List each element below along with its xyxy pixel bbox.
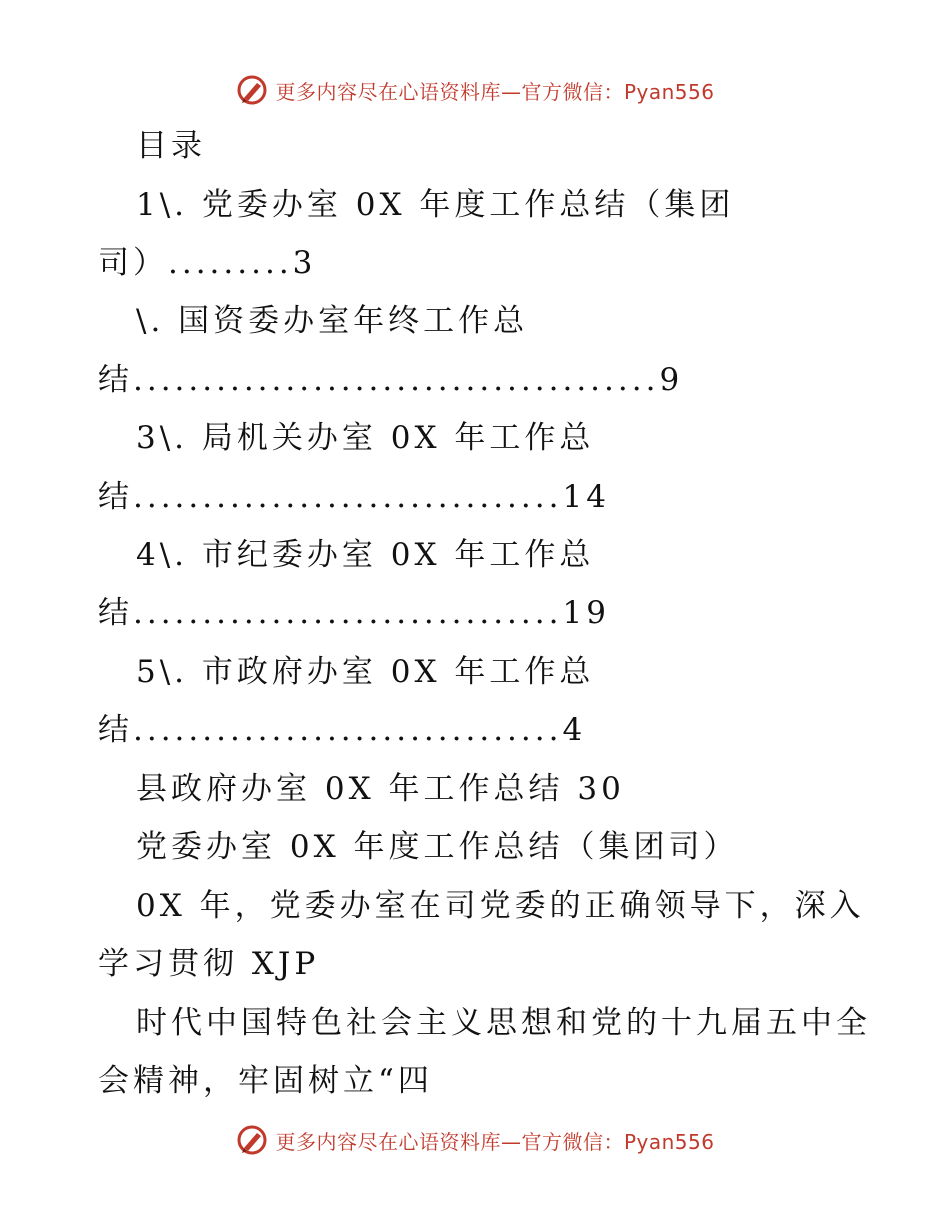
body-paragraph-line: 时代中国特色社会主义思想和党的十九届五中全 — [136, 1005, 871, 1041]
banner-content — [235, 1123, 714, 1157]
toc-entry-3: 3\. 局机关办室 0X 年工作总 — [136, 420, 595, 456]
red-pen-logo-icon — [235, 1123, 269, 1157]
toc-entry-3-cont: 结...............................14 — [98, 479, 610, 515]
footer-banner — [0, 1120, 950, 1160]
section-title: 党委办室 0X 年度工作总结（集团司） — [136, 829, 739, 865]
banner-text: 更多内容尽在心语资料库—官方微信：Pyan556 — [275, 79, 715, 104]
toc-heading: 目录 — [136, 128, 206, 164]
toc-entry-2: \. 国资委办室年终工作总 — [136, 303, 529, 339]
banner-text: 更多内容尽在心语资料库—官方微信：Pyan556 — [275, 1129, 715, 1154]
toc-entry-5: 5\. 市政府办室 0X 年工作总 — [136, 654, 595, 690]
body-paragraph-line: 会精神，牢固树立“四 — [98, 1063, 433, 1099]
toc-entry-4: 4\. 市纪委办室 0X 年工作总 — [136, 537, 595, 573]
body-paragraph-line: 学习贯彻 XJP — [98, 946, 320, 982]
toc-entry-4-cont: 结...............................19 — [98, 595, 610, 631]
toc-entry-2-cont: 结......................................9 — [98, 362, 684, 398]
toc-entry-1-cont: 司）.........3 — [98, 245, 317, 281]
toc-entry-1: 1\. 党委办室 0X 年度工作总结（集团 — [136, 187, 735, 223]
toc-entry-6: 县政府办室 0X 年工作总结 30 — [136, 771, 625, 807]
body-paragraph-line: 0X 年，党委办室在司党委的正确领导下，深入 — [136, 888, 865, 924]
toc-entry-5-cont: 结...............................4 — [98, 712, 587, 748]
